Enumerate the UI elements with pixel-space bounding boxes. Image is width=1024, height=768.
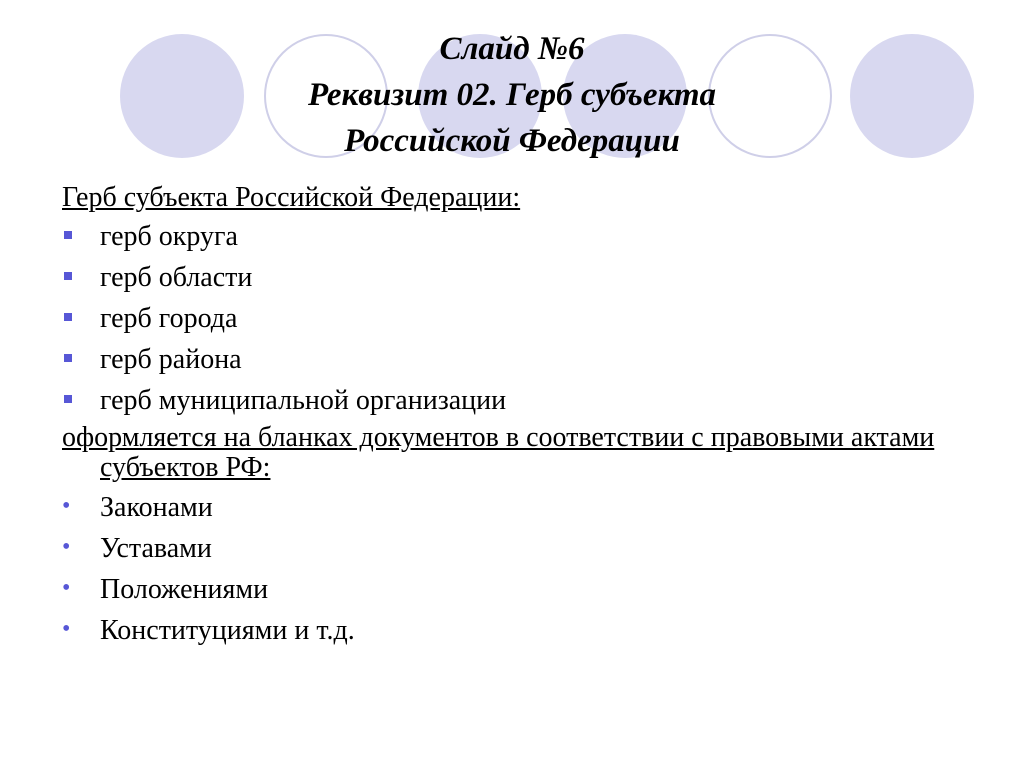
list-item-text: герб района (100, 344, 242, 375)
list-item (62, 380, 962, 421)
slide-title-line-3: Российской Федерации (344, 123, 680, 159)
square-bullet-icon (64, 395, 72, 403)
slide-title (160, 26, 864, 164)
list-item (62, 339, 962, 380)
list-item (62, 528, 962, 569)
list-item (62, 257, 962, 298)
list-item-text: Законами (100, 492, 213, 523)
list-item-text: герб области (100, 262, 253, 293)
decorative-circle-6 (850, 34, 974, 158)
list-item-text: Уставами (100, 533, 212, 564)
list-item-text: герб муниципальной организации (100, 385, 507, 416)
list-item (62, 487, 962, 528)
section1-heading: Герб субъекта Российской Федерации: (62, 182, 521, 213)
square-bullet-icon (64, 272, 72, 280)
square-bullet-icon (64, 231, 72, 239)
slide-title-line-2: Реквизит 02. Герб субъекта (307, 77, 717, 113)
list-item-text: Положениями (100, 574, 269, 605)
slide-title-line-1: Слайд №6 (439, 31, 585, 67)
section2-heading: оформляется на бланках документов в соответствии с правовыми актами субъектов РФ: (62, 422, 935, 483)
square-bullet-icon (64, 313, 72, 321)
slide-body (62, 180, 962, 651)
list-item (62, 298, 962, 339)
list-item-text: Конституциями и т.д. (100, 615, 355, 646)
list-item-text: герб округа (100, 221, 238, 252)
list-item-text: герб города (100, 303, 238, 334)
list-item (62, 569, 962, 610)
square-bullet-icon (64, 354, 72, 362)
round-bullet-icon: • (62, 616, 71, 642)
section1-list (62, 216, 962, 421)
round-bullet-icon: • (62, 493, 71, 519)
round-bullet-icon: • (62, 575, 71, 601)
list-item (62, 216, 962, 257)
list-item (62, 610, 962, 651)
round-bullet-icon: • (62, 534, 71, 560)
section2-list (62, 487, 962, 651)
